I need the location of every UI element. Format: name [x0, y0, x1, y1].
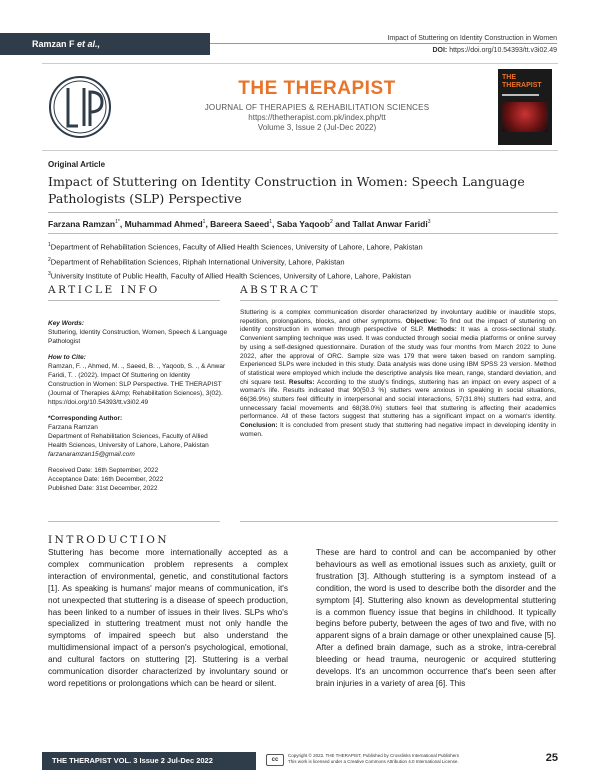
author-sep: , — [272, 219, 277, 229]
article-title: Impact of Stuttering on Identity Construction in Women: Speech Language Pathologists (SLP) Perspective — [48, 174, 525, 206]
corresponding-label: *Corresponding Author: — [48, 415, 123, 422]
abstract-results: According to the study's findings, stuttering has an impact on every aspect of a woman's life. Results indicated that 90(50.3 %) stutters were anxious in speaking in social situations, 66(36.9%) stutters feel difficulty in interpersonal and social interactions, 57(31.8%) stutters had extra, and unnecessary facial movements and 68(38.0%) stutters feel that stuttering is affecting their academics performance. All of these factors suggest that stuttering has a significant impact on a woman's identity. — [240, 378, 556, 421]
corresponding-block — [48, 414, 228, 459]
citation-label: How to Cite: — [48, 354, 86, 361]
affiliation-sup: 1 — [48, 242, 51, 248]
author-name: Saba Yaqoob — [276, 219, 330, 229]
affiliation-sup: 2 — [48, 256, 51, 263]
doi-link[interactable]: https://doi.org/10.54393/tt.v3i02.49 — [449, 47, 557, 54]
abstract-conclusion: It is concluded from present study that stuttering had negative impact in developing identity in women. — [240, 422, 556, 438]
abstract-methods: It was a cross-sectional study. Convenient sampling technique was used. It was conducted through social media platforms or online survey by using a self-designed questionnaire. Duration of the study was four months from March 2022 to June 2022, after the approval of ORC. Sample size was 179 that were taken based on random sampling. Experienced SLPs were included in this study. Data analysis was done using IBM SPSS 23 version. Method of statistical were employed which include the descriptive analysis like mean, range, standard deviation, and chi square test. — [240, 326, 556, 386]
affiliation-sup: 3 — [48, 271, 51, 277]
doi-label: DOI: — [432, 47, 448, 54]
abstract-intro: Stuttering is a complex communication disorder characterized by involuntary audible or inaudible stops, repetition, prolongations, blocks, and other symptoms. — [240, 309, 556, 325]
running-header — [387, 33, 557, 57]
keywords-block — [48, 319, 228, 346]
affiliation — [48, 239, 558, 254]
journal-logo-icon — [48, 70, 112, 144]
affiliation — [48, 268, 558, 283]
author-name: Farzana Ramzan — [48, 219, 116, 229]
corresponding-email[interactable]: farzanaramzan15@gmail.com — [48, 451, 135, 458]
citation: Ramzan, F. ., Ahmed, M. ., Saeed, B. ., Yaqoob, S. ., & Anwar Faridi, T. . (2022). Impact Of Stuttering on Identity Construction in Women: SLP Perspective. THE THERAPIST (Journal of Therapies &Amp; Rehabilitation Sciences), 3(02). https://doi.org/10.54393/tt.v3i02.49 — [48, 363, 226, 406]
article-info-rule — [48, 300, 220, 301]
abstract-rule — [240, 300, 558, 301]
abstract-objective: To find out the impact of stuttering on identity construction in women through perspective of SLP. — [240, 317, 556, 334]
introduction-heading: INTRODUCTION — [48, 534, 170, 546]
citation-block — [48, 353, 228, 407]
keywords-label: Key Words: — [48, 320, 84, 327]
author-list — [48, 219, 431, 229]
footer-journal: THE THERAPIST VOL. 3 Issue 2 Jul-Dec 2022 — [42, 752, 256, 770]
running-title: Impact of Stuttering on Identity Construction in Women — [387, 35, 557, 42]
author-sup: 1* — [115, 219, 120, 226]
accepted-date: Acceptance Date: 16th December, 2022 — [48, 476, 164, 483]
authors-rule — [48, 233, 558, 234]
article-type: Original Article — [48, 160, 106, 169]
doi-line — [387, 45, 557, 57]
author-sup: 1 — [269, 219, 273, 226]
keywords: Stuttering, Identity Construction, Women, Speech & Language Pathologist — [48, 329, 228, 345]
abstract-text — [240, 309, 556, 440]
author-sep: , — [205, 219, 211, 229]
published-date: Published Date: 31st December, 2022 — [48, 485, 158, 492]
conclusion-label: Conclusion: — [240, 422, 278, 430]
running-author — [0, 33, 210, 55]
license-line[interactable]: This work is licensed under a Creative Commons Attribution 4.0 International License. — [288, 759, 459, 764]
journal-masthead — [42, 63, 558, 151]
cover-decoration — [502, 94, 539, 96]
methods-label: Methods: — [427, 326, 457, 334]
abstract-heading: ABSTRACT — [240, 284, 321, 296]
introduction-left-column: Stuttering has become more internationally accepted as a complex communication problem represents a complex interaction of environmental, genetic, and constitutional factors [1]. As speaking is humans' major means of communication, it's not unexpected that stuttering is a disease of speech production, has been linked to a number of issues in their lives. SLPs who's specialized in stuttering treatment must not only handle the symptoms of impaired speech but also understand the multidimensional impact of a person's psychological, emotional, and cultural factors on stuttering [2]. Stuttering is a verbal communication disorder characterized by involuntary sound or word repetitions or prolongations which can be heard or silent. — [48, 547, 288, 688]
dates-block — [48, 466, 228, 493]
article-info-heading: ARTICLE INFO — [48, 284, 160, 296]
journal-name: THE THERAPIST — [238, 78, 396, 99]
affiliation-text: University Institute of Public Health, Faculty of Allied Health Sciences, University of Lahore, Lahore, Pakistan — [50, 271, 411, 281]
journal-volume: Volume 3, Issue 2 (Jul-Dec 2022) — [257, 123, 377, 132]
affiliation — [48, 254, 558, 269]
copyright-line: Copyright © 2022. THE THERAPIST, Published by Crosslinks International Publishers — [288, 753, 459, 758]
objective-label: Objective: — [405, 317, 437, 325]
author-name: Bareera Saeed — [210, 219, 270, 229]
author-sep: , — [119, 219, 125, 229]
journal-url[interactable]: https://thetherapist.com.pk/index.php/tt — [248, 113, 386, 122]
cover-title-1: THE — [502, 74, 516, 81]
info-bottom-rule — [48, 521, 220, 522]
running-author-name: Ramzan F — [32, 39, 75, 49]
introduction-right-column: These are hard to control and can be accompanied by other behaviours as well as emotional issues such as anxiety, guilt or frustration [3]. Although stuttering is a symptom instead of a condition, the word is used to describe both the disorder and the symptom [4]. Stuttering also known as developmental stuttering is a common fluency issue that begins in childhood. It typically begins before puberty, between the ages of two and five, with no apparent signs of a brain damage or other unexplained cause [5]. After a defined brain damage, such as a stroke, intra-cerebral bleeding or head trauma, neurogenic or acquired stuttering develops. It's an uncommon occurrence that's been seen after brain injuries in a variety of area [6]. This — [316, 547, 556, 688]
affiliation-text: Department of Rehabilitation Sciences, Riphah International University, Lahore, Pakistan — [50, 257, 345, 266]
masthead-text — [192, 78, 442, 132]
received-date: Received Date: 16th September, 2022 — [48, 467, 159, 474]
article-info — [48, 319, 228, 493]
journal-subtitle: JOURNAL OF THERAPIES & REHABILITATION SCIENCES — [204, 103, 430, 112]
cover-title-2: THERAPIST — [502, 82, 542, 89]
abstract-bottom-rule — [240, 521, 558, 522]
cc-license-icon[interactable]: cc — [266, 754, 284, 766]
running-author-etal: et al., — [77, 39, 101, 49]
corresponding-name: Farzana Ramzan — [48, 424, 98, 431]
page-footer — [42, 752, 558, 770]
footer-copyright — [288, 753, 478, 765]
author-sup: 2 — [330, 219, 333, 226]
author-name: Muhammad Ahmed — [124, 219, 203, 229]
affiliation-text: Department of Rehabilitation Sciences, Faculty of Allied Health Sciences, University of Lahore, Lahore, Pakistan — [50, 242, 423, 252]
title-rule — [48, 212, 558, 213]
affiliations — [48, 239, 558, 283]
cover-image — [502, 102, 548, 132]
author-sup: 3 — [427, 219, 431, 226]
author-sup: 1 — [202, 219, 206, 226]
author-and: and — [332, 219, 353, 229]
author-name: Tallat Anwar Faridi — [352, 219, 428, 229]
journal-cover-thumbnail — [498, 69, 552, 145]
corresponding-affiliation: Department of Rehabilitation Sciences, Faculty of Allied Health Sciences, University of Lahore, Lahore, Pakistan — [48, 433, 209, 449]
results-label: Results: — [288, 378, 315, 386]
page-number: 25 — [545, 752, 558, 764]
